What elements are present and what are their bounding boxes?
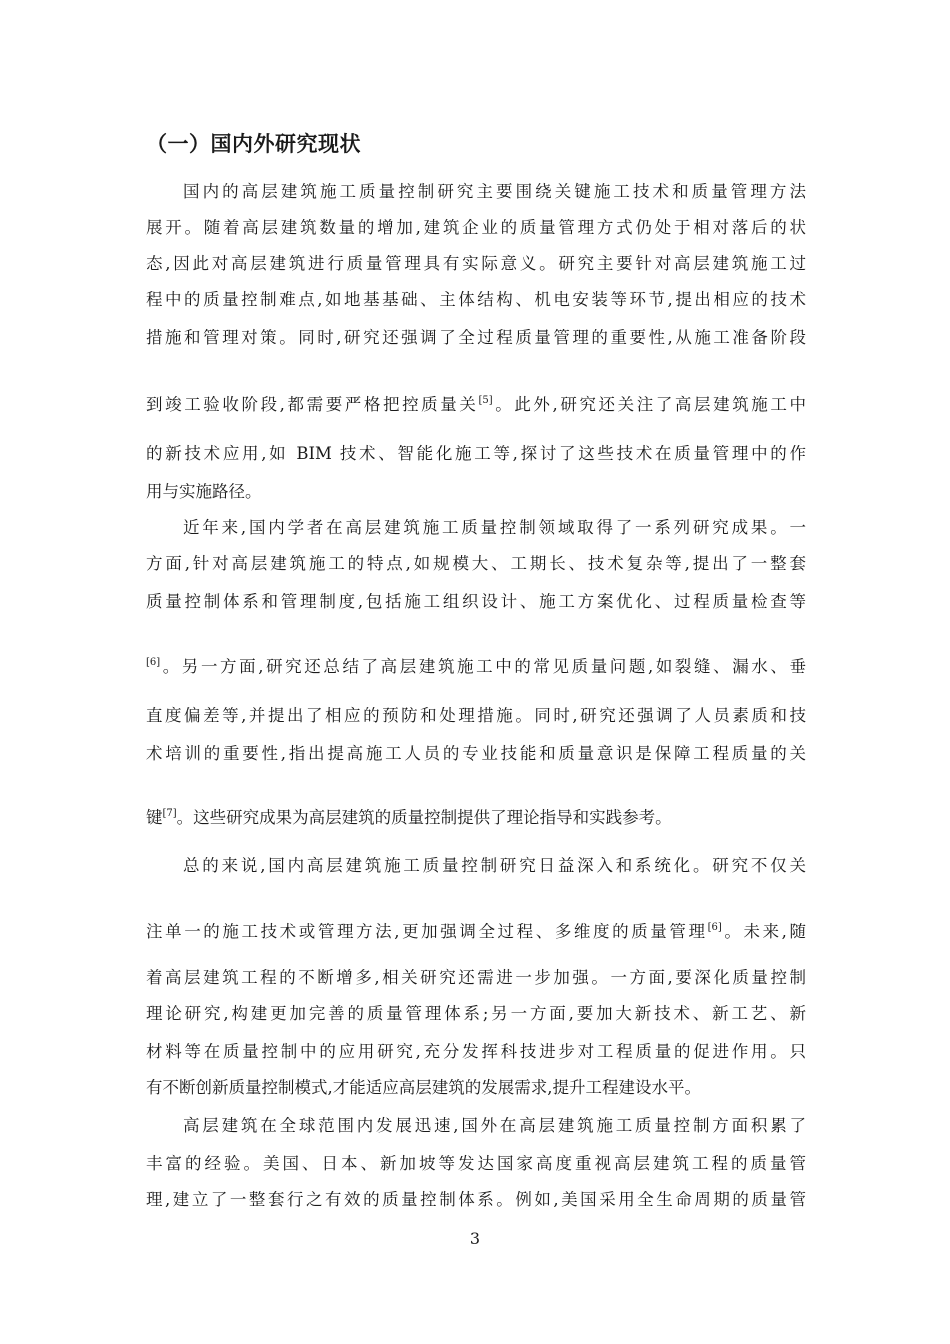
text-line: 态,因此对高层建筑进行质量管理具有实际意义。研究主要针对高层建筑施工过 [146,254,806,273]
text-line: 到竣工验收阶段,都需要严格把控质量关[5]。此外,研究还关注了高层建筑施工中 [146,395,807,414]
text-line: 展开。随着高层建筑数量的增加,建筑企业的质量管理方式仍处于相对落后的状 [146,218,806,237]
citation: [6] [146,657,161,668]
text-line: 理论研究,构建更加完善的质量管理体系;另一方面,要加大新技术、新工艺、新 [146,1004,806,1023]
text-line: 程中的质量控制难点,如地基基础、主体结构、机电安装等环节,提出相应的技术 [146,290,806,309]
text-line: 总的来说,国内高层建筑施工质量控制研究日益深入和系统化。研究不仅关 [183,856,806,875]
text-line: 注单一的施工技术或管理方法,更加强调全过程、多维度的质量管理[6]。未来,随 [146,922,807,941]
text-line: 用与实施路径。 [146,482,262,501]
text-line: 国内的高层建筑施工质量控制研究主要围绕关键施工技术和质量管理方法 [183,182,806,201]
text-line: 近年来,国内学者在高层建筑施工质量控制领域取得了一系列研究成果。一 [183,518,806,537]
text-line: 理,建立了一整套行之有效的质量控制体系。例如,美国采用全生命周期的质量管 [146,1190,806,1209]
section-heading: （一）国内外研究现状 [146,132,361,156]
text-line: 直度偏差等,并提出了相应的预防和处理措施。同时,研究还强调了人员素质和技 [146,706,806,725]
text-line: 质量控制体系和管理制度,包括施工组织设计、施工方案优化、过程质量检查等 [146,592,806,611]
text-line: 键[7]。这些研究成果为高层建筑的质量控制提供了理论指导和实践参考。 [146,808,672,827]
text-line: 的新技术应用,如 BIM 技术、智能化施工等,探讨了这些技术在质量管理中的作 [146,444,806,463]
page-number: 3 [469,1229,481,1248]
text-line: 材料等在质量控制中的应用研究,充分发挥科技进步对工程质量的促进作用。只 [146,1042,806,1061]
text-line: 丰富的经验。美国、日本、新加坡等发达国家高度重视高层建筑工程的质量管 [146,1154,806,1173]
citation: [5] [478,395,493,406]
text-line: 术培训的重要性,指出提高施工人员的专业技能和质量意识是保障工程质量的关 [146,744,806,763]
text-line: 措施和管理对策。同时,研究还强调了全过程质量管理的重要性,从施工准备阶段 [146,328,806,347]
text-line: [6]。另一方面,研究还总结了高层建筑施工中的常见质量问题,如裂缝、漏水、垂 [146,657,806,676]
text-line: 高层建筑在全球范围内发展迅速,国外在高层建筑施工质量控制方面积累了 [183,1116,806,1135]
text-line: 有不断创新质量控制模式,才能适应高层建筑的发展需求,提升工程建设水平。 [146,1078,701,1097]
text-line: 方面,针对高层建筑施工的特点,如规模大、工期长、技术复杂等,提出了一整套 [146,554,806,573]
citation: [6] [707,922,722,933]
citation: [7] [162,808,177,819]
text-line: 着高层建筑工程的不断增多,相关研究还需进一步加强。一方面,要深化质量控制 [146,968,806,987]
